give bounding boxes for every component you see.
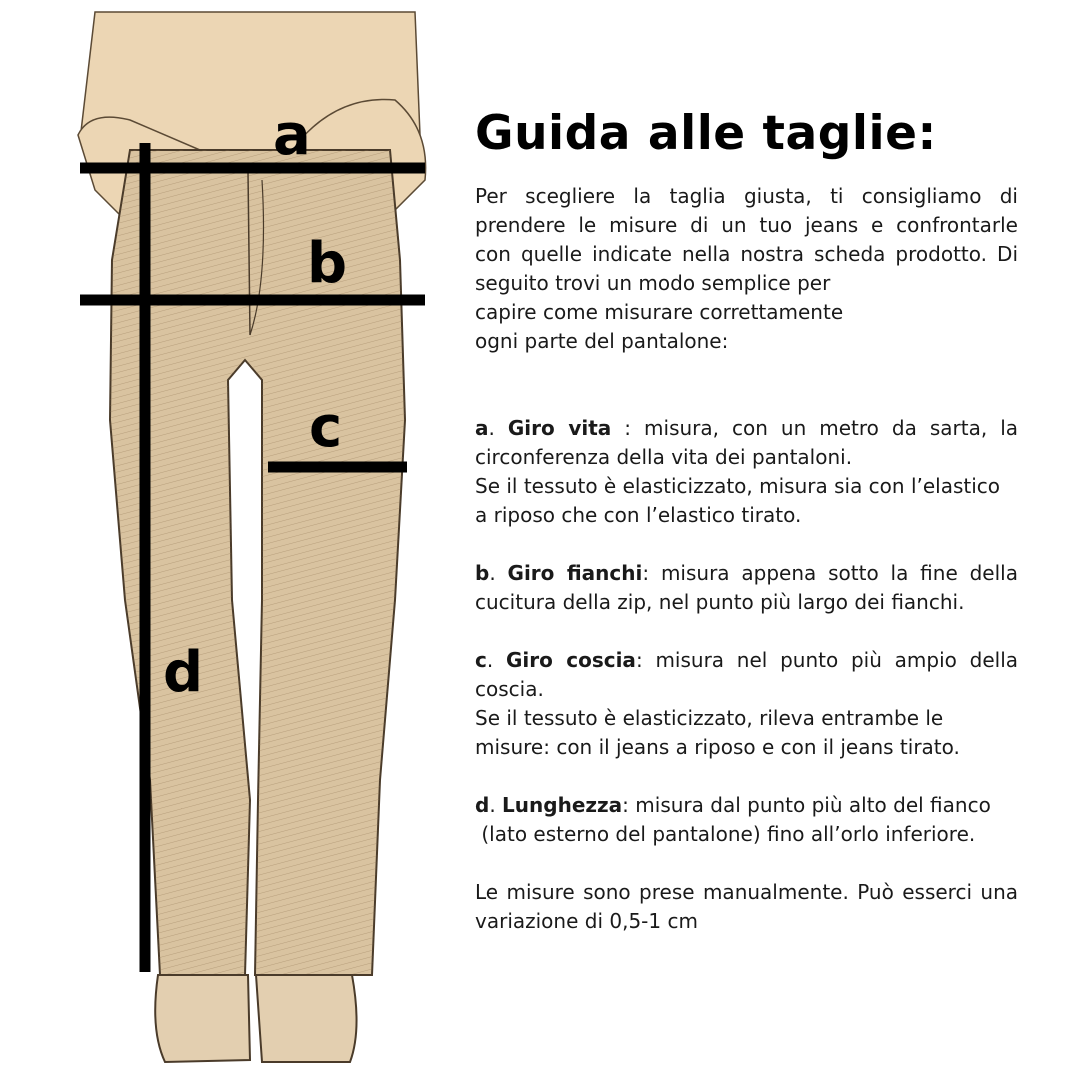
intro-line: prendere le misure di un tuo jeans e confrontarle xyxy=(475,212,1018,237)
item-name: Giro fianchi xyxy=(507,560,643,585)
item-text: Se il tessuto è elasticizzato, misura sia con l’elastico xyxy=(475,473,1001,498)
item-text: misura dal punto più alto del fianco xyxy=(635,792,991,817)
item-text: coscia. xyxy=(475,676,544,701)
item-text: a riposo che con l’elastico tirato. xyxy=(475,502,802,527)
item-text: misure: con il jeans a riposo e con il jeans tirato. xyxy=(475,734,960,759)
label-b: b xyxy=(307,231,348,296)
intro-line: ogni parte del pantalone: xyxy=(475,328,729,353)
item-letter: d xyxy=(475,792,490,817)
note-line: Le misure sono prese manualmente. Può esserci una xyxy=(475,879,1018,904)
item-text: misura nel punto più ampio della xyxy=(655,647,1019,672)
item-text: (lato esterno del pantalone) fino all’orlo inferiore. xyxy=(475,821,976,846)
size-guide-text xyxy=(475,108,1018,936)
item-text: misura appena sotto la fine della xyxy=(660,560,1018,585)
item-text: circonferenza della vita dei pantaloni. xyxy=(475,444,853,469)
measurement-list xyxy=(475,414,1018,936)
intro-line: seguito trovi un modo semplice per xyxy=(475,270,831,295)
jeans-illustration xyxy=(0,0,440,1080)
intro-line: capire come misurare correttamente xyxy=(475,299,844,324)
item-letter: a xyxy=(475,415,489,440)
label-c: c xyxy=(309,395,343,460)
note-line: variazione di 0,5-1 cm xyxy=(475,908,698,933)
measurement-item-d: d. Lunghezza: misura dal punto più alto del fianco (lato esterno del pantalone) fino all’orlo inferiore. xyxy=(475,791,1018,849)
right-shoe xyxy=(256,975,357,1062)
item-text: cucitura della zip, nel punto più largo dei fianchi. xyxy=(475,589,965,614)
measurement-item-c: c. Giro coscia: misura nel punto più ampio della coscia. Se il tessuto è elasticizzato, rileva entrambe le misure: con il jeans a riposo e con il jeans tirato. xyxy=(475,646,1018,762)
item-letter: c xyxy=(475,647,487,672)
item-text: Se il tessuto è elasticizzato, rileva entrambe le xyxy=(475,705,944,730)
measurement-item-b: b. Giro fianchi: misura appena sotto la fine della cucitura della zip, nel punto più largo dei fianchi. xyxy=(475,559,1018,617)
page-title: Guida alle taglie: xyxy=(475,106,937,161)
measurement-note xyxy=(475,878,1018,936)
measurement-item-a: a. Giro vita : misura, con un metro da sarta, la circonferenza della vita dei pantaloni. Se il tessuto è elasticizzato, misura sia con l’elastico a riposo che con l’elastico tirato. xyxy=(475,414,1018,530)
left-shoe xyxy=(155,975,250,1062)
item-name: Giro coscia xyxy=(505,647,636,672)
intro-line: Per scegliere la taglia giusta, ti consigliamo di xyxy=(475,183,1018,208)
label-d: d xyxy=(163,640,204,705)
intro-paragraph xyxy=(475,182,1018,356)
item-letter: b xyxy=(475,560,490,585)
item-text: misura, con un metro da sarta, la xyxy=(644,415,1019,440)
item-name: Giro vita xyxy=(507,415,612,440)
label-a: a xyxy=(273,103,311,168)
intro-line: con quelle indicate nella nostra scheda prodotto. Di xyxy=(475,241,1018,266)
item-name: Lunghezza xyxy=(502,792,623,817)
